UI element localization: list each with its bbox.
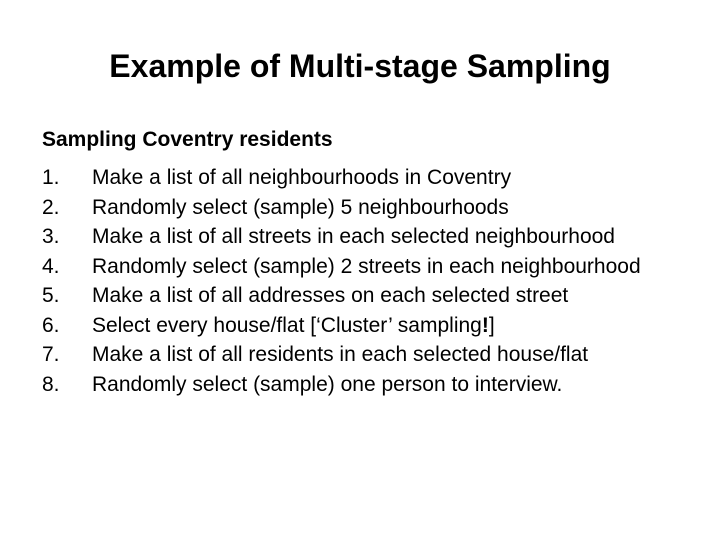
- emphasis-exclamation: !: [481, 313, 489, 337]
- step-number: 7.: [42, 343, 60, 366]
- list-item: [42, 163, 702, 193]
- steps-list: [42, 163, 702, 399]
- step-text: Make a list of all neighbourhoods in Coventry: [92, 166, 512, 189]
- step-text: Make a list of all streets in each selected neighbourhood: [92, 225, 615, 248]
- step-number: 8.: [42, 372, 60, 396]
- step-text: Randomly select (sample) 5 neighbourhoods: [92, 195, 509, 219]
- step-text: Randomly select (sample) one person to interview.: [92, 372, 563, 396]
- list-item: [42, 370, 702, 400]
- subheading: Sampling Coventry residents: [42, 128, 333, 151]
- list-item: [42, 193, 702, 223]
- step-text-tail: ]: [488, 313, 495, 337]
- step-text: Make a list of all addresses on each selected street: [92, 284, 569, 307]
- step-number: 6.: [42, 313, 60, 337]
- step-text: Randomly select (sample) 2 streets in each neighbourhood: [92, 254, 641, 278]
- list-item: [42, 311, 702, 341]
- list-item: [42, 222, 702, 252]
- slide-title: Example of Multi-stage Sampling: [109, 48, 611, 84]
- step-number: 1.: [42, 166, 60, 189]
- step-number: 3.: [42, 225, 60, 248]
- list-item: [42, 340, 702, 370]
- list-item: [42, 252, 702, 282]
- list-item: [42, 281, 702, 311]
- step-number: 5.: [42, 284, 60, 307]
- step-text: [92, 311, 702, 341]
- step-text-main: Select every house/flat [‘Cluster’ sampling: [92, 313, 482, 337]
- step-number: 4.: [42, 254, 60, 278]
- step-text: Make a list of all residents in each selected house/flat: [92, 343, 589, 366]
- step-number: 2.: [42, 195, 60, 219]
